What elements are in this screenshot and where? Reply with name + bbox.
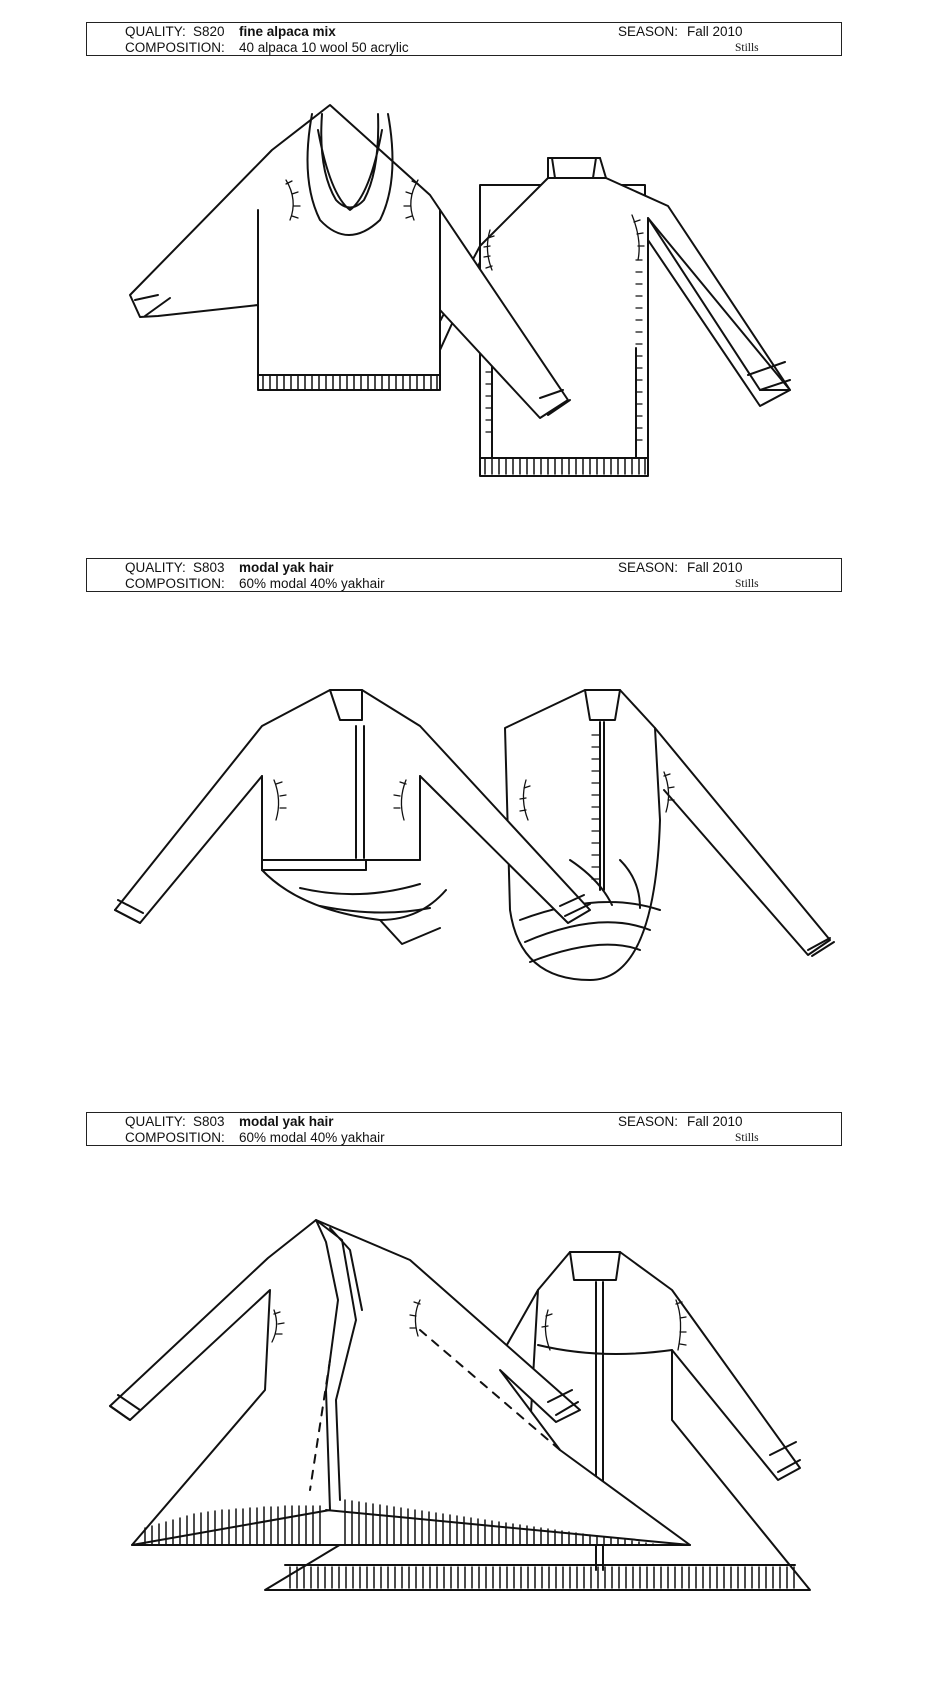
brand-name: Stills: [735, 1132, 759, 1144]
quality-name: modal yak hair: [239, 560, 334, 575]
season-label: SEASON:: [618, 24, 679, 39]
quality-label: QUALITY:: [125, 24, 186, 39]
season-value: Fall 2010: [687, 24, 743, 39]
composition-label: COMPOSITION:: [125, 576, 225, 591]
season-label: SEASON:: [618, 1114, 679, 1129]
garment-sketch-1: [0, 100, 927, 490]
composition-label: COMPOSITION:: [125, 40, 225, 55]
brand-name: Stills: [735, 42, 759, 54]
quality-label: QUALITY:: [125, 1114, 186, 1129]
spec-header-3: [86, 1112, 842, 1146]
composition-value: 60% modal 40% yakhair: [239, 576, 385, 591]
spec-header-1: [86, 22, 842, 56]
quality-code: S803: [193, 1114, 225, 1129]
quality-code: S803: [193, 560, 225, 575]
quality-label: QUALITY:: [125, 560, 186, 575]
garment-sketch-2: [0, 680, 927, 1000]
composition-value: 40 alpaca 10 wool 50 acrylic: [239, 40, 409, 55]
season-value: Fall 2010: [687, 1114, 743, 1129]
season-value: Fall 2010: [687, 560, 743, 575]
composition-label: COMPOSITION:: [125, 1130, 225, 1145]
quality-name: modal yak hair: [239, 1114, 334, 1129]
season-label: SEASON:: [618, 560, 679, 575]
back-view-cardigan: [505, 690, 834, 980]
quality-name: fine alpaca mix: [239, 24, 336, 39]
brand-name: Stills: [735, 578, 759, 590]
composition-value: 60% modal 40% yakhair: [239, 1130, 385, 1145]
quality-code: S820: [193, 24, 225, 39]
garment-sketch-3: [0, 1210, 927, 1610]
front-drape: [262, 870, 446, 944]
spec-header-2: [86, 558, 842, 592]
